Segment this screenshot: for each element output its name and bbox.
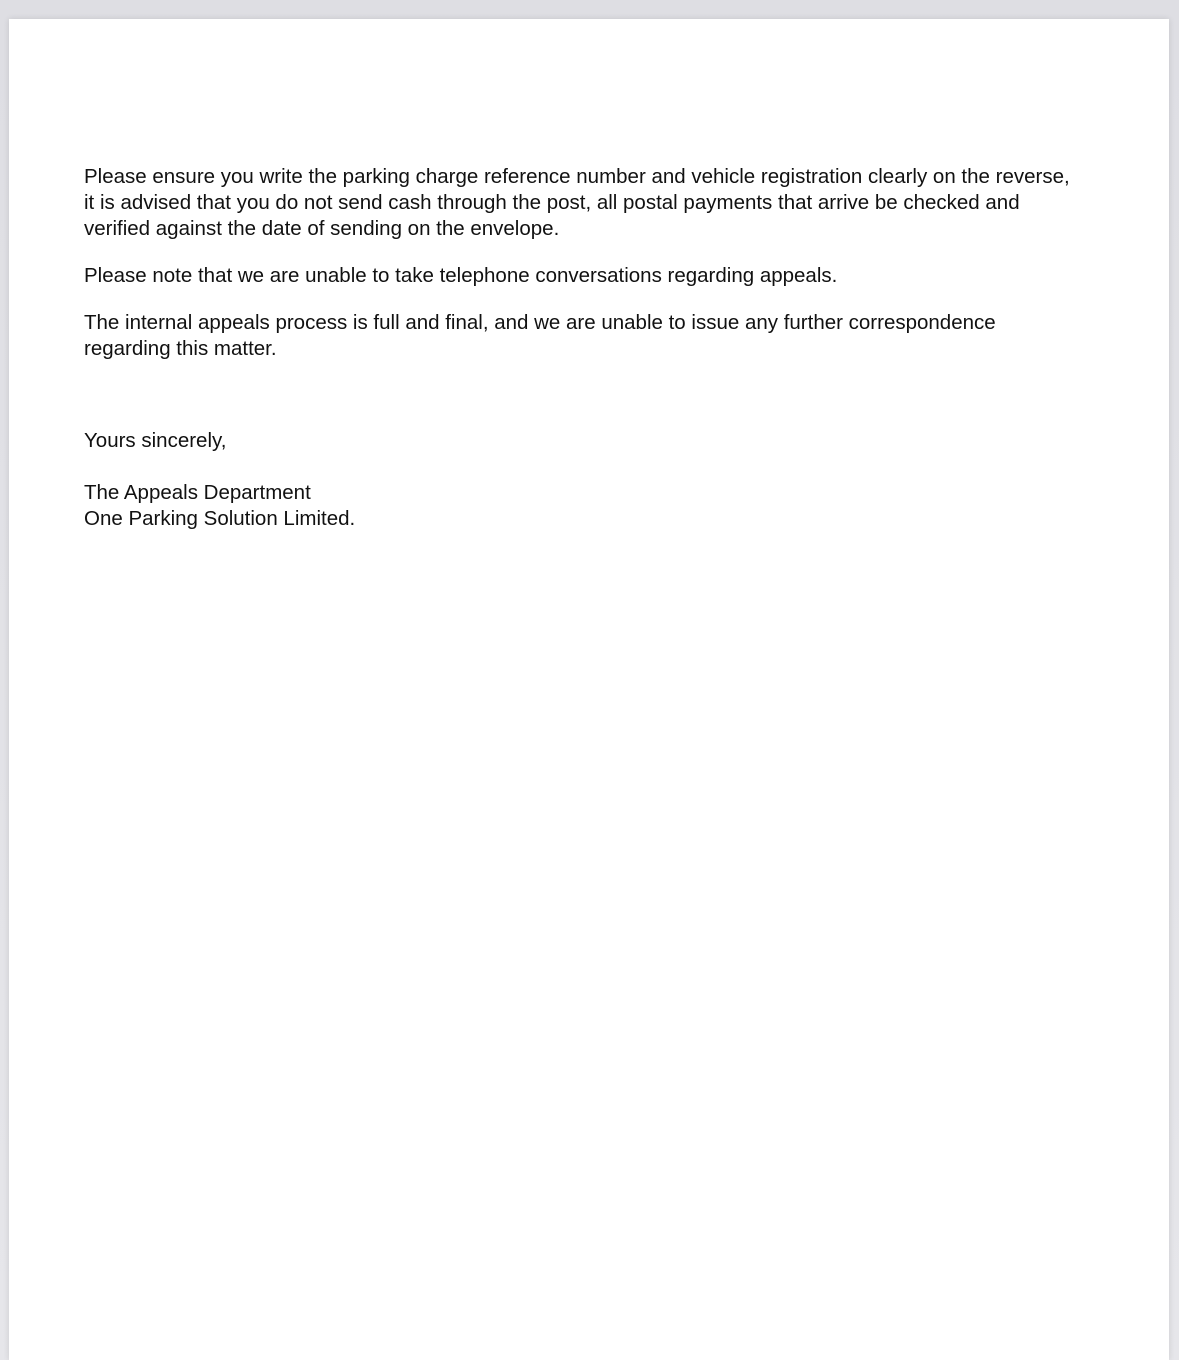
paragraph-payment-instructions: Please ensure you write the parking charge reference number and vehicle registration clearly on the reverse, it is advised that you do not send cash through the post, all postal payments that arrive be checked and verified against the date of sending on the envelope.: [84, 165, 1070, 240]
spacer: [84, 383, 1084, 428]
paragraph-no-telephone: Please note that we are unable to take telephone conversations regarding appeals.: [84, 264, 838, 287]
paragraph-appeals-final: The internal appeals process is full and final, and we are unable to issue any further correspondence regarding this matter.: [84, 311, 996, 360]
closing-salutation: Yours sincerely,: [84, 429, 227, 452]
letter-body: [84, 164, 1084, 532]
signature-company: One Parking Solution Limited.: [84, 507, 356, 530]
signature-department: The Appeals Department: [84, 481, 311, 504]
document-page[interactable]: [9, 19, 1169, 1360]
